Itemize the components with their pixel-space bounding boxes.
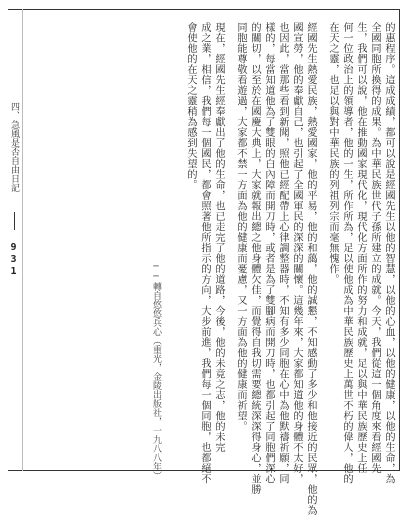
text-column: 的惠程序。這成成績，都可以說是經國先生以他的智慧，以他的心血，以他的健康，以他的生命，為 (383, 22, 394, 484)
top-border (8, 9, 400, 10)
source-attribution: ──轉自悠悠兵心（重光，金陵出版社，一九八八年） (151, 262, 161, 480)
gutter-divider (22, 9, 23, 471)
page-number: 931 (8, 242, 19, 278)
right-border (399, 9, 400, 471)
text-column: 成之業，相信，我們每一個國民，都會照著他所指示的方向，大步前進，我們每一個同胞，也都絕不 (199, 22, 210, 484)
text-column: 也因此，當那些看到新聞，照他已經配帶上心律調整器時，不知有多少同胞在心中為他默禱祈願，同 (277, 22, 288, 484)
text-column: 何一位政治上的領導者，他的一生，所作所為，足以使他成為中華民族歷史上萬世不朽的偉人，他的 (341, 22, 352, 484)
text-column: 現在，經國先生經奉獻出了他的生命，也已走完了他的道路，今後，他的未竟之志，他的未完 (213, 22, 224, 453)
running-title: 四、急風是否自由日記 (9, 102, 19, 192)
text-column: 國宣勞，他的奉獻自己，也引起了全國軍民的深深的關懷。這幾年來，大家都知道他的身體不太好， (291, 22, 302, 484)
text-column: 樣的，每當知道他為了雙眼的白內障而開刀時，或者是為了雙腳病而開刀時，也都引起了同胞們深心 (263, 22, 274, 484)
text-column: 生，我們可以說，他在推動國家現代化，現代化方面所作的努力和成就，足以與中華民族歷史上任 (355, 22, 366, 474)
text-column: 同胞能尊敬看遊過，大家都不禁一方面為他的健康而憂慮，又一方面為他的健康而祈望。 (235, 22, 246, 432)
text-column: 經國先生熱愛民族，熱愛國家，他的平易，他的和藹，他的誠懇，不知感動了多少和他接近的民眾，他的為 (305, 22, 316, 516)
text-column: 的關切，以至於在國慶大典上，大家就報出總之他身體欠佳，而覺得自我切需要總統深深得身心，並勝 (249, 22, 260, 495)
text-column: 在天之靈，也足以與對中華民族的列祖列宗而毫無愧作。 (327, 22, 338, 285)
text-column: 會使他的在天之靈稍為感到失望的。 (185, 22, 196, 190)
text-column: 全國同胞所換得的成果。為中華民族世代子孫所建立的成就。今天，我們從這一個角度來看經國先 (369, 22, 380, 474)
title-separator (14, 212, 15, 230)
